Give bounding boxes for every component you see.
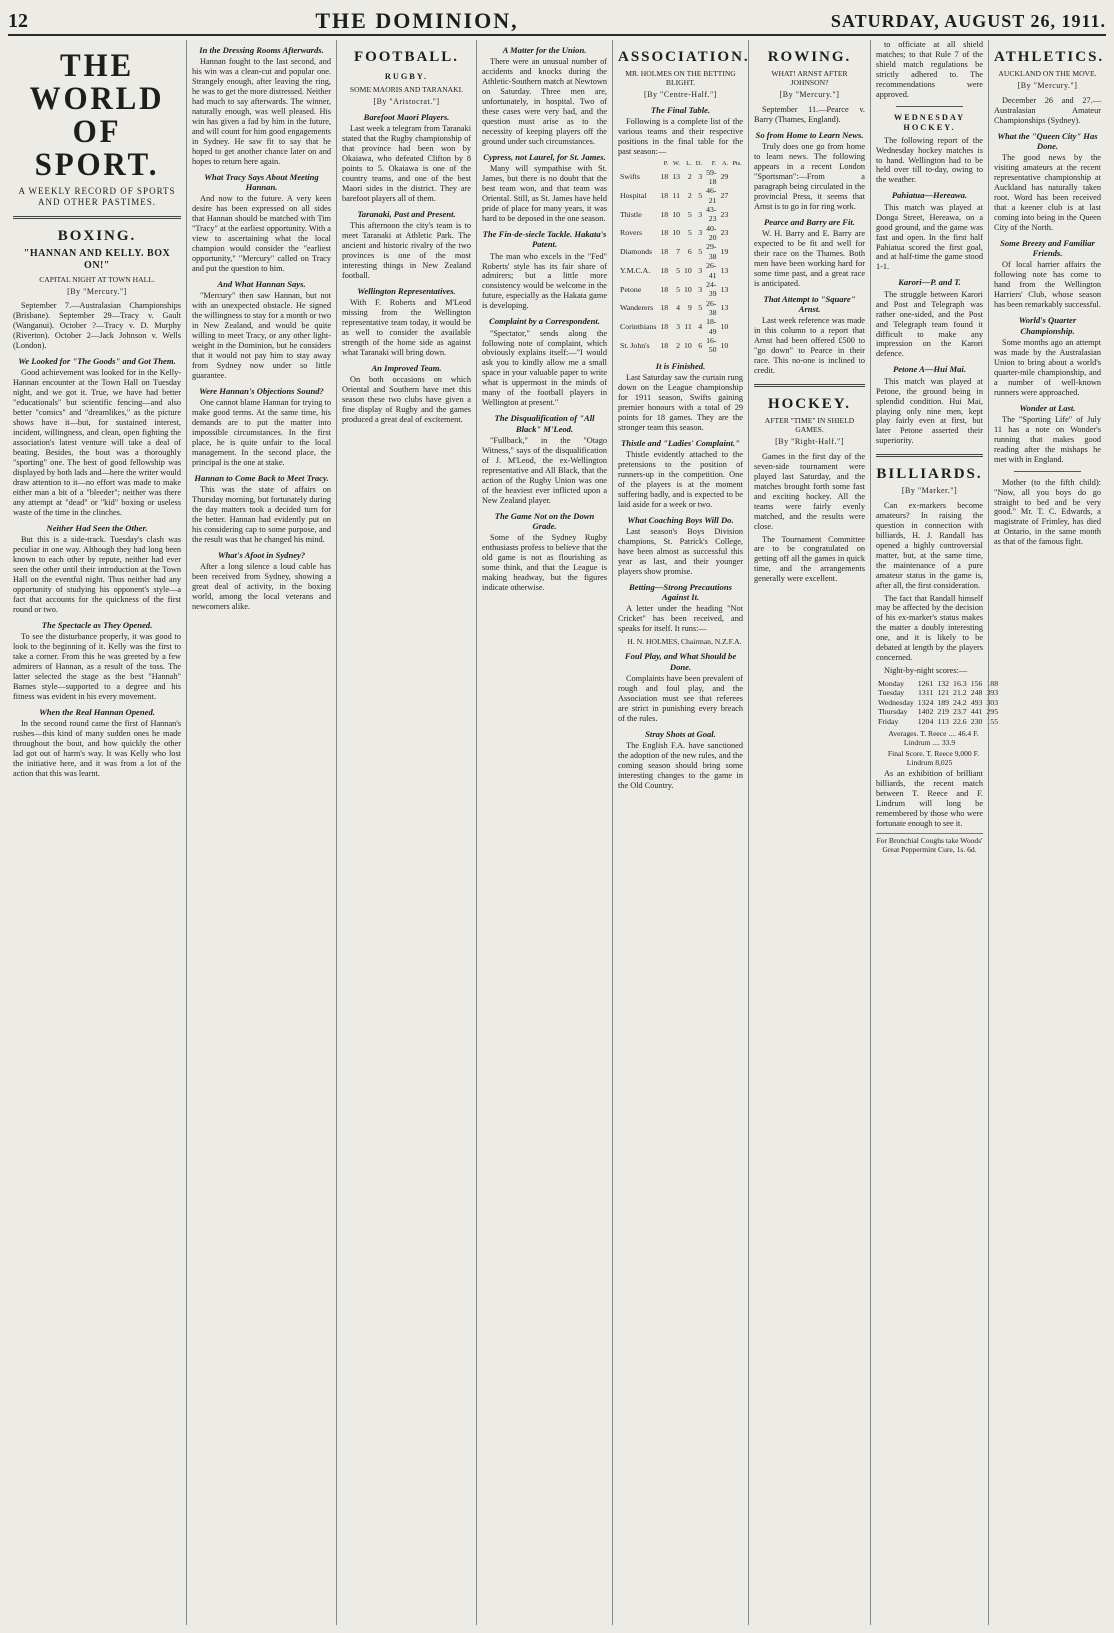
article-subhead: Some Breezy and Familiar Friends. — [1000, 237, 1095, 259]
table-row — [618, 336, 744, 355]
section-masthead-subtitle: A WEEKLY RECORD OF SPORTS AND OTHER PASTIMES. — [18, 186, 176, 207]
table-cell: St. John's — [620, 340, 650, 350]
table-cell: 11 — [684, 321, 692, 331]
article-paragraph: The "Sporting Life" of July 11 has a note on Wonder's running that makes good reading after the mishaps he met with in England. — [994, 414, 1101, 464]
table-row — [618, 205, 744, 224]
table-cell: Hospital — [620, 191, 647, 201]
article-subhead: Wonder at Last. — [1019, 402, 1076, 413]
table-cell — [730, 336, 744, 355]
hockey-byline: [By "Right-Half."] — [775, 437, 844, 447]
table-cell: 18-49 — [706, 317, 717, 336]
table-cell: 59-18 — [706, 167, 717, 187]
table-cell: 5 — [687, 228, 692, 238]
table-cell: 29 — [720, 172, 729, 182]
article-paragraph: Last Saturday saw the curtain rung down on the League championship for 1911 season, Swifts gaining premier honours with a total of 29 points for 18 games. They are the stronger team this season. — [618, 372, 743, 432]
table-cell: 10 — [720, 321, 729, 331]
table-cell: 4 — [676, 303, 680, 313]
article-subhead: We Looked for "The Goods" and Got Them. — [18, 356, 176, 367]
article-subhead: The Disqualification of "All Black" M'Leod. — [494, 413, 595, 434]
boxing-fixtures: September 7.—Australasian Championships (Brisbane). September 29—Tracy v. Gault (Wanganui). October ?—Tracy v. D. Murphy (Riverton). October 2—Jack Johnson v. Wells (London). — [13, 301, 181, 351]
article-paragraph: Many will sympathise with St. James, but there is no doubt that the best team won, and that team was Oriental. Still, as St. James have held pride of place for many years, it was hard to be deposed in the one season. — [482, 164, 607, 223]
paper-name: THE DOMINION, — [315, 8, 519, 33]
article-paragraph: The struggle between Karori and Post and Telegraph was rather one-sided, and the Post and Telegraph team found it difficult to make any impression on the Karori defence. — [876, 289, 983, 359]
column-association — [612, 40, 748, 1625]
article-paragraph: Of local harrier affairs the following note has come to hand from the Wellington Harriers' Club, whose season has been remarkably successful. — [994, 260, 1101, 310]
article-subhead: What's Afoot in Sydney? — [217, 549, 306, 560]
article-paragraph: The good news by the visiting amateurs at the recent representative championship at Auckland has naturally taken root. Word has been received that a keener club is at last coming into being in the Queen City of the North. — [994, 153, 1101, 232]
article-paragraph: This was the state of affairs on Thursday morning, but fortunately during the day matters took a decided turn for the better. Hannan had evidently put on his considering cap to some purpose, and the result was that he changed his mind. — [192, 485, 331, 544]
table-cell: 26-38 — [706, 298, 717, 317]
table-cell: 155 — [986, 716, 999, 726]
table-cell: 5 — [698, 191, 703, 201]
boxing-subheading: "HANNAN AND KELLY. BOX ON!" — [23, 247, 171, 271]
table-row — [618, 168, 744, 187]
table-cell: 18 — [660, 321, 669, 331]
athletics-fixtures: December 26 and 27.—Australasian Amateur Championships (Sydney). — [994, 95, 1101, 125]
column-rowing-hockey — [748, 40, 870, 1625]
table-cell: 113 — [937, 716, 950, 726]
article-paragraph: The fact that Randall himself may be affected by the decision of his ex-marker's status makes the matter a doubly interesting one, and it is likely to be debated at length by the players concerned. — [876, 593, 983, 663]
table-header-cell: L. — [686, 159, 692, 167]
table-cell: 18 — [660, 247, 669, 257]
table-cell: 27 — [720, 191, 729, 201]
article-subhead: Karori—P. and T. — [898, 277, 961, 288]
article-paragraph: The English F.A. have sanctioned the adoption of the new rules, and the coming season should bring some interesting changes to the game in the Old Country. — [618, 741, 743, 790]
table-cell: 4 — [698, 321, 703, 331]
table-cell: Thursday — [878, 707, 908, 717]
table-cell: 219 — [937, 707, 950, 717]
table-cell: 230 — [970, 716, 983, 726]
table-cell: Swifts — [620, 172, 640, 182]
article-paragraph: Can ex-markers become amateurs? In raising the question in connection with billiards, H. J. Randall has opened a highly controversial matter, but, at the same time, the maintenance of a pure amateur status in the game is, after all, the first consideration. — [876, 500, 983, 590]
table-cell: 156 — [970, 679, 983, 689]
table-cell: 1324 — [917, 697, 934, 707]
divider — [876, 454, 983, 457]
wednesday-hockey-heading: WEDNESDAY HOCKEY. — [893, 112, 966, 132]
table-cell: 18 — [660, 191, 669, 201]
article-subhead: Thistle and "Ladies' Complaint." — [621, 437, 740, 448]
section-masthead-title: THE WORLD OF SPORT. — [29, 48, 165, 183]
table-cell: 189 — [937, 697, 950, 707]
table-row — [618, 186, 744, 205]
article-paragraph: Games in the first day of the seven-side tournament were played last Saturday, and the matches brought forth some fast and exciting hockey. All the teams were fairly evenly matched, and the results were close. — [754, 451, 865, 531]
hockey-subheading: AFTER "TIME" IN SHIELD GAMES. — [764, 416, 855, 435]
article-subhead: Pearce and Barry are Fit. — [764, 216, 855, 227]
article-paragraph: "Mercury" then saw Hannan, but not with an unexpected obstacle. He signed the willingness to stay for a month or two in New Zealand, and would be quite willing to meet Tracy, or any other light-weight in the Dominion, but he considers that it would not pay him to stay away from Sydney now under so little guarantee. — [192, 291, 331, 380]
table-cell: Corinthians — [620, 321, 657, 331]
table-cell: 23 — [720, 209, 729, 219]
table-cell: 43-23 — [706, 205, 717, 224]
final-table-intro: Following is a complete list of the various teams and their respective positions in the final table for the past season:— — [618, 117, 743, 156]
article-subhead: In the Dressing Rooms Afterwards. — [199, 45, 324, 55]
table-cell: 3 — [698, 209, 703, 219]
table-cell: 18 — [660, 284, 669, 294]
column-boxing-cont — [186, 40, 336, 1625]
final-table-title: The Final Table. — [650, 104, 711, 115]
table-row — [618, 242, 744, 261]
table-cell: 11 — [672, 191, 680, 201]
table-cell: 18 — [660, 303, 669, 313]
table-cell: Rovers — [620, 228, 643, 238]
table-row — [876, 698, 1000, 707]
table-cell: 5 — [676, 284, 680, 294]
table-cell — [730, 261, 744, 280]
table-cell: 13 — [672, 172, 680, 182]
article-subhead: An Improved Team. — [371, 362, 442, 373]
table-cell: Y.M.C.A. — [620, 265, 651, 275]
article-subhead: Pahiatua—Hereawa. — [891, 190, 968, 201]
table-cell: 188 — [986, 679, 999, 689]
table-cell — [730, 317, 744, 336]
table-header-cell: Pts. — [732, 159, 742, 167]
article-paragraph: One cannot blame Hannan for trying to make good terms. At the same time, his demands are to put the matter into impossible circumstances. In the first place, he is quite unfair to the local management. In the second place, the principal is the one at stake. — [192, 398, 331, 467]
column-football — [336, 40, 476, 1625]
table-cell: 13 — [720, 265, 729, 275]
table-row — [876, 679, 1000, 688]
table-cell: Diamonds — [620, 247, 653, 257]
athletics-subheading: AUCKLAND ON THE MOVE. — [998, 69, 1097, 78]
article-subhead: Cypress, not Laurel, for St. James. — [483, 151, 606, 162]
billiards-scores-table — [876, 679, 1000, 726]
table-cell: 29-38 — [706, 242, 717, 261]
table-cell: 9 — [687, 303, 692, 313]
table-cell: 121 — [937, 688, 950, 698]
table-cell: 10 — [683, 284, 692, 294]
article-paragraph: A letter under the heading "Not Cricket" has been received, and speaks for itself. It runs:— — [618, 604, 743, 634]
table-cell: 132 — [937, 679, 950, 689]
table-header-cell: A. — [721, 159, 729, 167]
article-subhead: It is Finished. — [655, 360, 706, 371]
divider — [896, 106, 963, 107]
table-cell: 23 — [720, 228, 729, 238]
table-cell: 303 — [986, 697, 999, 707]
table-cell — [730, 205, 744, 224]
article-paragraph: "Fullback," in the "Otago Witness," says of the disqualification of J. M'Leod, the ex-Wellington representative and All Black, that the action of the Rugby Union was one of the heaviest ever inflicted upon a New Zealand player. — [482, 435, 607, 505]
table-cell: 6 — [687, 247, 692, 257]
article-paragraph: Some of the Sydney Rugby enthusiasts profess to believe that the old game is not as flourishing as some think, and that the League is making headway, but the figures indicate otherwise. — [482, 533, 607, 592]
table-cell — [730, 186, 744, 205]
final-table — [618, 160, 744, 355]
table-row — [618, 261, 744, 280]
table-header-cell: F. — [711, 159, 717, 167]
column-athletics — [988, 40, 1106, 1625]
table-cell: 16-50 — [706, 335, 717, 355]
billiards-heading: BILLIARDS. — [876, 466, 983, 483]
article-paragraph: After a long silence a loud cable has been received from Sydney, showing a great deal of activity, in the boxing world, among the local veterans and newcomers alike. — [192, 562, 331, 612]
article-paragraph: Last week reference was made in this column to a report that Arnst had been offered £500 to "go down" to Pearce in their race. This no-one is inclined to credit. — [754, 316, 865, 376]
advertisement: For Bronchial Coughs take Woods' Great Peppermint Cure, 1s. 6d. — [876, 833, 983, 854]
article-paragraph: This match was played at Donga Street, Hereawa, on a good ground, and the game was fast and open. In the first half Pahiatua scored the first goal, and at half-time the game stood 1-1. — [876, 202, 983, 272]
table-cell: 10 — [672, 209, 680, 219]
article-subhead: Were Hannan's Objections Sound? — [199, 385, 324, 396]
athletics-heading: ATHLETICS. — [994, 49, 1105, 65]
table-cell: Thistle — [620, 209, 642, 219]
table-cell: 18 — [660, 209, 669, 219]
article-subhead: What the "Queen City" Has Done. — [997, 130, 1098, 151]
table-row — [618, 224, 744, 243]
table-cell: Wanderers — [620, 303, 654, 313]
football-subheading-2: SOME MAORIS AND TARANAKI. — [349, 84, 464, 94]
article-paragraph: As an exhibition of brilliant billiards, the recent match between T. Reece and F. Lindrum will long be remembered by those who were fortunate enough to see it. — [876, 769, 983, 829]
table-cell: 441 — [970, 707, 983, 717]
table-cell: 295 — [986, 707, 999, 717]
table-cell: Wednesday — [878, 697, 914, 707]
table-row — [876, 688, 1000, 697]
article-paragraph: But this is a side-track. Tuesday's clash was peculiar in one way. Although they had long been known to each other by repute, neither had ever seen the other until their introduction at the Town Hall on the eventful night. Thus neither had any opportunity of studying his opponent's style—a fact that accounts for the quickness of the first round or two. — [13, 534, 181, 614]
table-row — [618, 299, 744, 318]
football-byline: [By "Aristocrat."] — [373, 97, 440, 107]
rowing-heading: ROWING. — [767, 49, 852, 65]
article-subhead: The Game Not on the Down Grade. — [494, 510, 595, 531]
rowing-byline: [By "Mercury."] — [779, 90, 840, 100]
table-cell: Friday — [878, 716, 899, 726]
table-cell: 1402 — [917, 707, 934, 717]
table-cell — [730, 168, 744, 187]
article-paragraph: Mother (to the fifth child): "Now, all you boys do go straight to bed and be very good." Mr. T. C. Edwards, a magistrate of Frimley, has died at Ontario, in the same month as that of the famous fight. — [994, 477, 1101, 547]
table-header-cell: P. — [663, 159, 669, 167]
table-cell: 18 — [660, 228, 669, 238]
table-cell: 16.3 — [953, 679, 967, 689]
table-cell: 3 — [698, 172, 703, 182]
article-paragraph: Last week a telegram from Taranaki stated that the Rugby championship of that province had been won by Okaiawa, who defeated Clifton by 8 points to 5. Okaiawa is one of the country teams, and one of the best Maori sides in the district. They are barefoot players all of them. — [342, 123, 471, 203]
table-cell: Monday — [878, 679, 904, 689]
column-wednesday-billiards — [870, 40, 999, 1625]
article-subhead: A Matter for the Union. — [502, 45, 587, 55]
article-paragraph: The Tournament Committee are to be congratulated on getting off all the games in quick time, and the arrangements generally were excellent. — [754, 534, 865, 584]
article-subhead: What Coaching Boys Will Do. — [627, 514, 734, 525]
table-cell: Petone — [620, 284, 642, 294]
boxing-heading: BOXING. — [57, 227, 137, 244]
table-cell: 1311 — [918, 688, 934, 698]
table-cell: 493 — [970, 697, 983, 707]
table-cell: 26-41 — [706, 261, 717, 280]
table-cell: 2 — [687, 172, 692, 182]
table-row — [618, 280, 744, 299]
table-cell — [730, 299, 744, 318]
article-paragraph: Hannan fought to the last second, and his win was a clean-cut and popular one. Strangely enough, after leaving the ring, he was to get the more distressed. Neither had much to say afterwards. The winner, naturally enough, was well pleased. His win has given a fad by him in the future, and will count for him good engagements in Sydney. He saw fit to say that he hoped to get another chance later on and hopes to return here again. — [192, 57, 331, 166]
issue-date: SATURDAY, AUGUST 26, 1911. — [830, 10, 1106, 31]
association-subheading: MR. HOLMES ON THE BETTING BLIGHT. — [625, 69, 736, 88]
article-paragraph: This match was played at Petone, the ground being in splendid condition. Hui Mai, playing only nine men, kept play fairly even at first, but later Petone asserted their superiority. — [876, 376, 983, 446]
table-cell: 18 — [660, 172, 669, 182]
article-paragraph: Last season's Boys Division champions, St. Patrick's College, have been almost as successful this year as last, and their younger players show promise. — [618, 526, 743, 576]
table-cell: 3 — [698, 284, 703, 294]
article-subhead: The Fin-de-siecle Tackle. Hakata's Patent. — [482, 228, 607, 250]
table-cell: 21.2 — [953, 688, 967, 698]
athletics-byline: [By "Mercury."] — [1017, 81, 1078, 91]
boxing-byline: [By "Mercury."] — [67, 286, 127, 296]
article-subhead: When the Real Hannan Opened. — [39, 706, 155, 717]
boxing-subheading-2: CAPITAL NIGHT AT TOWN HALL. — [39, 274, 155, 284]
article-paragraph: To see the disturbance properly, it was good to look to the beginning of it. Kelly was the first to take a corner. From this he was greeted by a few admirers of Hannan, as a result of the toss. The latter selected the stage as the best "Hannah" Barnes style—supported to a degree and his fitness was evident in his every movement. — [13, 631, 181, 701]
article-subhead: Barefoot Maori Players. — [363, 111, 450, 122]
article-paragraph: Thistle evidently attached to the pretensions to the position of runners-up in the competition. One of the players is at the moment suffering badly, and is expected to be laid aside for a week or two. — [618, 449, 743, 509]
letter-signature: H. N. HOLMES, Chairman, N.Z.F.A. — [627, 637, 742, 647]
article-paragraph: In the second round came the first of Hannan's rushes—this kind of many sudden ones he made throughout the bout, and how quickly the other lad got out of harm's way. It was Kelly who lost the initiative here, and it was from a lot of the action that this was learnt. — [13, 718, 181, 778]
hockey-heading: HOCKEY. — [767, 396, 852, 413]
table-cell: 24-39 — [706, 279, 717, 299]
table-cell: 393 — [986, 688, 999, 698]
table-cell: 10 — [683, 340, 692, 350]
article-subhead: Hannan to Come Back to Meet Tracy. — [194, 472, 329, 483]
rowing-fixtures: September 11.—Pearce v. Barry (Thames, England). — [754, 104, 865, 124]
football-heading: FOOTBALL. — [353, 49, 460, 65]
article-subhead: And What Hannan Says. — [217, 279, 306, 290]
table-cell — [730, 224, 744, 243]
table-cell: 3 — [676, 321, 680, 331]
billiards-byline: [By "Marker."] — [901, 486, 958, 496]
table-cell: 19 — [720, 247, 729, 257]
article-paragraph: This afternoon the city's team is to meet Taranaki at Athletic Park. The ancient and historic rivalry of the two provinces is one of the most interesting things in New Zealand football. — [342, 220, 471, 280]
article-paragraph: With F. Roberts and M'Leod missing from the Wellington representative team today, it would be as well to consider the available strength of the home side as against what Taranaki will bring down. — [342, 297, 471, 357]
table-cell: 5 — [698, 303, 703, 313]
article-subhead: That Attempt to "Square" Arnst. — [763, 293, 856, 315]
rowing-subheading: WHAT! ARNST AFTER JOHNSON? — [771, 69, 848, 88]
article-subhead: Foul Play, and What Should be Done. — [624, 651, 737, 672]
table-cell — [730, 242, 744, 261]
divider — [754, 384, 865, 387]
article-subhead: So from Home to Learn News. — [755, 129, 864, 140]
table-cell: 248 — [970, 688, 983, 698]
column-football-cont — [476, 40, 612, 1625]
table-row — [876, 707, 1000, 716]
article-paragraph: W. H. Barry and E. Barry are expected to be fit and well for their race on the Thames. Both men have been working hard for some time past, and a great race is anticipated. — [754, 229, 865, 288]
table-cell: 5 — [698, 247, 703, 257]
article-subhead: The Spectacle as They Opened. — [41, 619, 153, 630]
billiards-averages: Averages. T. Reece .... 46.4 F. Lindrum .... 33.9 — [888, 728, 979, 747]
divider — [13, 216, 181, 219]
article-paragraph: The following report of the Wednesday hockey matches is to hand. Wellington had to be held over till to-day, owing to the weather. — [876, 135, 983, 185]
article-paragraph: On both occasions on which Oriental and Southern have met this season these two clubs have given a fine display of Rugby and the games produced a great deal of excitement. — [342, 374, 471, 424]
association-heading: ASSOCIATION. — [618, 49, 750, 65]
table-cell: 10 — [672, 228, 680, 238]
article-subhead: World's Quarter Championship. — [1018, 315, 1077, 336]
article-paragraph: "Spectator," sends along the following note of complaint, which obviously explains itself:—"I would ask you to kindly allow me a small space in your valuable paper to write what is uppermost in the minds of many of the football players in Wellington at present." — [482, 328, 607, 408]
association-byline: [By "Centre-Half."] — [644, 90, 717, 100]
football-subheading: RUGBY. — [384, 72, 429, 81]
divider — [1014, 471, 1081, 472]
article-paragraph: The man who excels in the "Fed" Roberts' style has its fair share of admirers; but a little more consistency would be welcome in the future, especially as the Hakata game is developing. — [482, 251, 607, 311]
table-cell: 3 — [698, 228, 703, 238]
article-subhead: What Tracy Says About Meeting Hannan. — [204, 171, 319, 193]
table-cell: 1261 — [917, 679, 934, 689]
article-paragraph: Good achievement was looked for in the Kelly-Hannan encounter at the Town Hall on Tuesday night, and we got it. True, we have had better "educationals" but scientific fencing—and also better "comics" and "dreamlikes," as the picture shows have it—but, for sustained interest, incident, willingness, and clean, open fighting the association's latest venture will take a deal of beating. Besides, the bout was a thoroughly "sporting" one. The best of good fellowship was displayed by both lads and—here the writer would draw attention to it—no effort was made to make either man a bit of a "bleeder"; neither was there any attempt at "dead" or "kid" boxing or useless waste of the time in the clinches. — [13, 368, 181, 517]
article-subhead: Taranaki, Past and Present. — [357, 208, 456, 219]
table-cell: 18 — [660, 265, 669, 275]
table-row — [876, 717, 1000, 726]
table-cell: 23.7 — [953, 707, 967, 717]
table-cell: 13 — [720, 284, 729, 294]
table-cell: 2 — [676, 340, 680, 350]
article-subhead: Neither Had Seen the Other. — [46, 522, 148, 533]
table-cell: 3 — [698, 265, 703, 275]
article-subhead: Stray Shots at Goal. — [645, 728, 716, 739]
column-boxing — [8, 40, 186, 1625]
table-cell: 18 — [660, 340, 669, 350]
article-paragraph: Some months ago an attempt was made by the Australasian Union to bring about a world's quarter-mile championship, and a number of well-known runners were approached. — [994, 337, 1101, 397]
article-paragraph: Complaints have been prevalent of rough and foul play, and the Association must see that referees are strict in punishing every breach of the rules. — [618, 673, 743, 723]
table-cell: 10 — [720, 340, 729, 350]
scores-title: Night-by-night scores:— — [884, 666, 968, 676]
table-cell: Tuesday — [878, 688, 905, 698]
article-subhead: Wellington Representatives. — [357, 285, 456, 296]
table-cell: 2 — [687, 191, 692, 201]
table-cell: 1204 — [917, 716, 934, 726]
article-subhead: Petone A—Hui Mai. — [893, 364, 966, 375]
article-subhead: Complaint by a Correspondent. — [489, 316, 600, 327]
table-cell: 7 — [676, 247, 680, 257]
article-paragraph: There were an unusual number of accidents and knocks during the Athletic-Southern match at Newtown on Saturday. Three men are, unfortunately, in hospital. Two of these cases were very bad, and the question must arise as to the necessity of keeping players off the ground under such circumstances. — [482, 57, 607, 146]
table-cell: 24.2 — [953, 697, 967, 707]
table-cell: 5 — [676, 265, 680, 275]
masthead — [8, 8, 1106, 36]
table-cell — [730, 280, 744, 299]
table-cell: 13 — [720, 303, 729, 313]
table-cell: 5 — [687, 209, 692, 219]
table-cell: 6 — [698, 340, 703, 350]
article-paragraph: And now to the future. A very keen desire has been expressed on all sides that Hannan should be matched with Tim "Tracy" at the earliest opportunity. With a view to ascertaining what the local champion would consider the "earliest opportunity," "Mercury" called on Tracy and put the question to him. — [192, 194, 331, 274]
article-paragraph: Truly does one go from home to learn news. The following appears in a recent London "Sportsman":—From a paragraph being circulated in the provincial Press, it seems that Arnst is to go in for ring work. — [754, 142, 865, 211]
table-header-cell — [618, 160, 658, 168]
page-number: 12 — [8, 9, 28, 32]
article-subhead: Betting—Strong Precautions Against It. — [629, 581, 732, 603]
table-cell: 46-21 — [706, 186, 717, 205]
billiards-final-score: Final Score. T. Reece 9,000 F. Lindrum 8,025 — [887, 749, 980, 768]
table-header-cell: D. — [695, 159, 703, 167]
article-paragraph: to officiate at all shield matches; to that Rule 7 of the shield match regulations be strictly adhered to. The recommendations were approved. — [876, 40, 983, 99]
table-header-cell: W. — [672, 159, 680, 167]
table-cell: 10 — [683, 265, 692, 275]
table-cell: 40-20 — [706, 223, 717, 243]
table-cell: 22.6 — [953, 716, 967, 726]
table-row — [618, 317, 744, 336]
